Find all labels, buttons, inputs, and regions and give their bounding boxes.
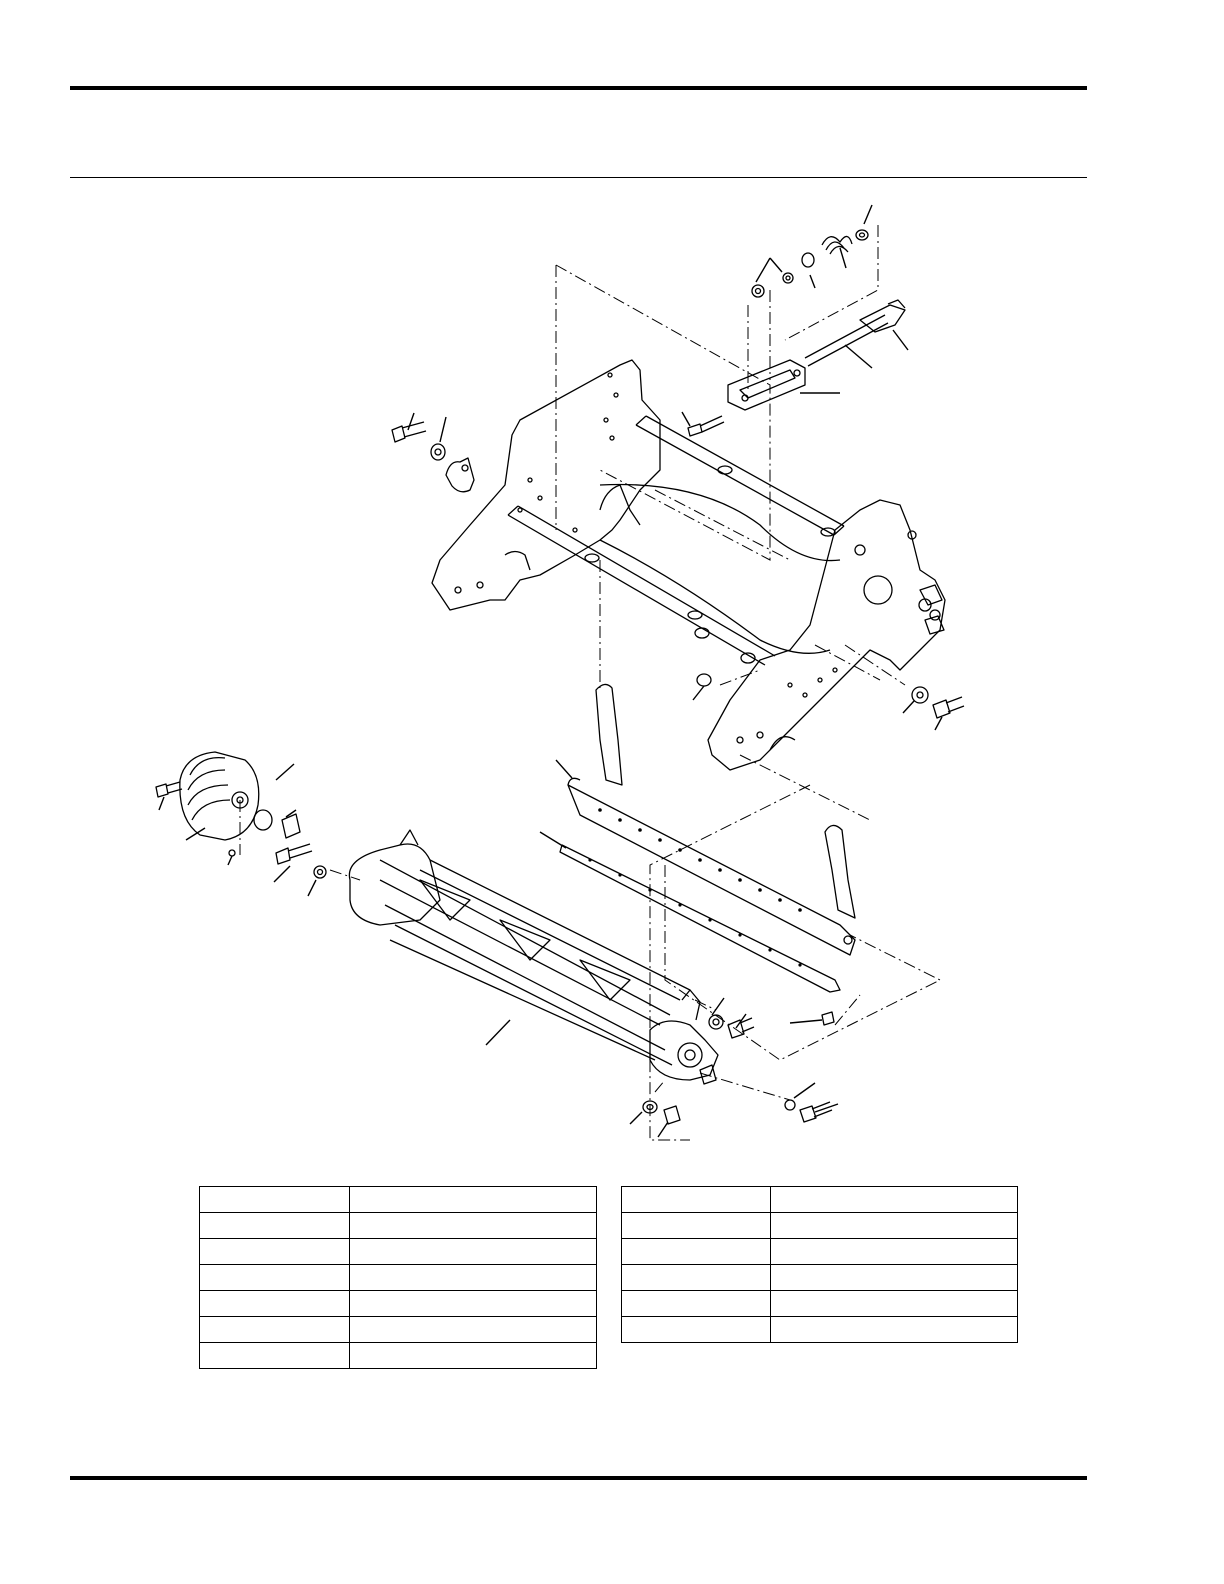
reel-assembly: [349, 830, 718, 1084]
table-cell: [622, 1187, 771, 1213]
table-cell: [349, 1213, 596, 1239]
table-cell: [622, 1239, 771, 1265]
table-cell: [622, 1265, 771, 1291]
table-cell: [200, 1291, 350, 1317]
motor-assembly: [156, 752, 326, 878]
table-row: [622, 1265, 1018, 1291]
table-cell: [622, 1291, 771, 1317]
table-cell: [622, 1213, 771, 1239]
table-cell: [349, 1239, 596, 1265]
header-rule-bottom: [70, 177, 1087, 178]
table-row: [622, 1187, 1018, 1213]
table-row: [622, 1213, 1018, 1239]
table-row: [200, 1239, 597, 1265]
table-cell: [200, 1213, 350, 1239]
adjuster-assembly: [688, 230, 905, 436]
table-cell: [349, 1187, 596, 1213]
header-rule-top: [70, 86, 1087, 90]
table-cell: [622, 1317, 771, 1343]
table-row: [200, 1291, 597, 1317]
table-cell: [349, 1265, 596, 1291]
table-cell: [771, 1239, 1018, 1265]
bedbar-assembly: [560, 684, 855, 992]
table-cell: [200, 1317, 350, 1343]
table-cell: [349, 1317, 596, 1343]
parts-table-right: [621, 1186, 1018, 1343]
table-row: [200, 1317, 597, 1343]
table-row: [200, 1343, 597, 1369]
table-row: [622, 1317, 1018, 1343]
table-cell: [200, 1187, 350, 1213]
table-row: [622, 1291, 1018, 1317]
table-cell: [771, 1265, 1018, 1291]
table-cell: [200, 1265, 350, 1291]
table-cell: [200, 1239, 350, 1265]
table-cell: [349, 1343, 596, 1369]
footer-rule: [70, 1476, 1087, 1480]
table-row: [200, 1213, 597, 1239]
table-cell: [771, 1291, 1018, 1317]
table-cell: [349, 1291, 596, 1317]
table-row: [200, 1187, 597, 1213]
table-cell: [771, 1213, 1018, 1239]
table-row: [200, 1265, 597, 1291]
frame-assembly: [432, 360, 945, 770]
table-cell: [200, 1343, 350, 1369]
parts-table-left: [199, 1186, 597, 1369]
table-row: [622, 1239, 1018, 1265]
exploded-parts-diagram: [0, 180, 1224, 1170]
table-cell: [771, 1187, 1018, 1213]
table-cell: [771, 1317, 1018, 1343]
left-clip-assembly: [392, 422, 474, 492]
